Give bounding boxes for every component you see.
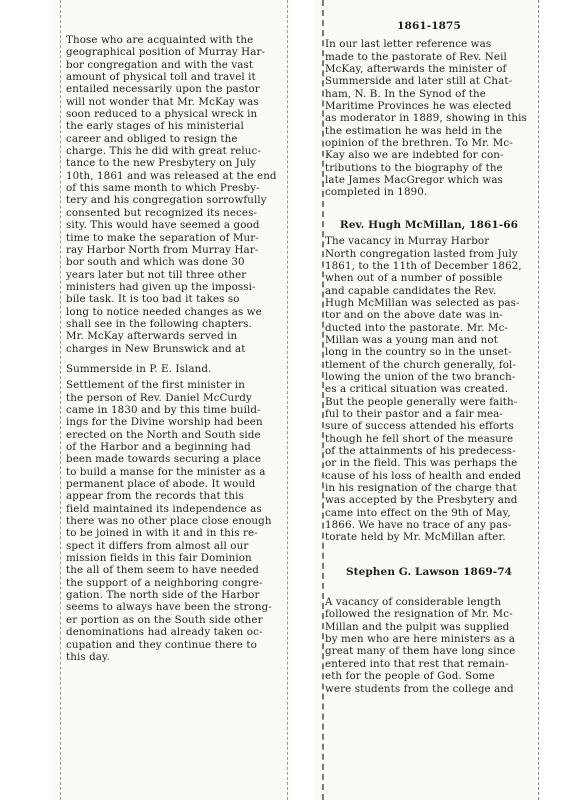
text-line: career and obliged to resign the (66, 132, 238, 145)
right-cut-edge (538, 0, 539, 800)
left-cut-edge (60, 0, 61, 800)
text-line: cupation and they continue there to (66, 638, 257, 651)
text-line: sity. This would have seemed a good (66, 219, 260, 232)
middle-cut-edge (287, 0, 288, 800)
section-heading-stephen-lawson: Stephen G. Lawson 1869-74 (345, 565, 513, 578)
text-line: will not wonder that Mr. McKay was (66, 95, 259, 108)
text-line: McKay, afterwards the minister of (325, 63, 507, 76)
text-line: Millan and the pulpit was supplied (325, 620, 510, 633)
text-line: North congregation lasted from July (325, 247, 518, 260)
text-line: opinion of the brethren. To Mr. Mc- (325, 137, 513, 150)
text-line: there was no other place close enough (66, 515, 272, 528)
text-line: sure of success attended his efforts (325, 420, 514, 433)
text-line: by men who are here ministers as a (325, 633, 516, 646)
text-line: ray Harbor North from Murray Har- (66, 243, 259, 256)
text-line: consented but recognized its neces- (66, 206, 258, 219)
text-line: followed the resignation of Mr. Mc- (325, 608, 513, 621)
text-line: ings for the Divine worship had been (66, 416, 263, 429)
text-line: erected on the North and South side (66, 428, 261, 441)
text-line: long to notice needed changes as we (66, 305, 262, 318)
text-line: mission fields in this fair Dominion (66, 552, 252, 565)
text-line: es a critical situation was created. (325, 383, 509, 396)
text-line: ham, N. B. In the Synod of the (325, 87, 486, 100)
text-line: years later but not till three other (66, 268, 247, 281)
text-line: though he fell short of the measure (325, 432, 514, 445)
text-line: seems to always have been the strong- (66, 601, 272, 614)
text-line: geographical position of Murray Har- (66, 46, 266, 59)
text-line: great many of them have long since (325, 645, 516, 658)
paragraph-hugh-mcmillan (325, 235, 533, 544)
text-line: field maintained its independence as (66, 502, 262, 515)
text-line: the estimation he was held in the (325, 124, 503, 137)
paragraph-stephen-lawson (325, 596, 533, 695)
text-line: made to the pastorate of Rev. Neil (325, 50, 507, 63)
date-range-header: 1861-1875 (397, 20, 461, 32)
text-line: lowing the union of the two branch- (325, 370, 516, 383)
text-line: 1866. We have no trace of any pas- (325, 519, 512, 532)
text-line: of the attainments of his predecess- (325, 445, 516, 457)
paragraph-mckay-resignation (66, 34, 282, 355)
section-heading-hugh-mcmillan: Rev. Hugh McMillan, 1861-66 (339, 218, 519, 231)
text-line: entered into that rest that remain- (325, 657, 509, 670)
paragraph-summerside (66, 363, 282, 375)
text-line: been made towards securing a place (66, 453, 262, 466)
text-line: in his resignation of the charge that (325, 482, 517, 495)
text-line: permanent place of abode. It would (66, 478, 256, 491)
text-line: Summerside in P. E. Island. (66, 362, 212, 375)
text-line: gation. The north side of the Harbor (66, 589, 260, 602)
text-line: or in the field. This was perhaps the (325, 457, 518, 470)
text-line: were students from the college and (325, 682, 514, 695)
text-line: the early stages of his ministerial (66, 120, 244, 133)
text-line: late James MacGregor which was (325, 174, 503, 187)
text-line: appear from the records that this (66, 490, 244, 503)
text-line: charges in New Brunswick and at (66, 342, 246, 355)
text-line: to build a manse for the minister as a (66, 465, 266, 478)
text-line: long in the country so in the unset- (325, 346, 512, 359)
text-line: tor and on the above date was in- (325, 309, 503, 322)
paragraph-neil-mckay (325, 38, 533, 198)
text-line: 1861, to the 11th of December 1862, (325, 259, 522, 272)
text-line: when out of a number of possible (325, 272, 503, 285)
text-line: tributions to the biography of the (325, 161, 503, 174)
text-line: tance to the new Presbytery on July (66, 157, 256, 170)
text-line: amount of physical toll and travel it (66, 71, 256, 84)
text-line: to be joined in with it and in this re- (66, 527, 258, 540)
text-line: entailed necessarily upon the pastor (66, 83, 260, 96)
text-line: Kay also we are indebted for con- (325, 149, 504, 162)
text-line: 10th, 1861 and was released at the end (66, 169, 277, 182)
text-line: tlement of the church generally, fol- (325, 358, 517, 371)
text-line: er portion as on the South side other (66, 613, 263, 626)
text-line: Mr. McKay afterwards served in (66, 330, 238, 343)
text-line: the all of them seem to have needed (66, 564, 259, 577)
text-line: ducted into the pastorate. Mr. Mc- (325, 321, 509, 334)
text-line: of the Harbor and a beginning had (66, 441, 251, 453)
paragraph-first-minister (66, 379, 282, 663)
text-line: bor south and which was done 30 (66, 256, 245, 269)
text-line: soon reduced to a physical wreck in (66, 108, 258, 121)
text-line: this day. (66, 650, 110, 663)
text-line: bile task. It is too bad it takes so (66, 293, 240, 306)
text-line: cause of his loss of health and ended (325, 469, 522, 482)
text-line: shall see in the following chapters. (66, 317, 252, 330)
text-line: The vacancy in Murray Harbor (325, 235, 490, 248)
text-line: A vacancy of considerable length (325, 596, 502, 609)
text-line: of this same month to which Presby- (66, 182, 260, 195)
text-line: and capable candidates the Rev. (325, 284, 497, 297)
text-line: came in 1830 and by this time build- (66, 403, 261, 416)
text-line: was accepted by the Presbytery and (325, 494, 518, 507)
text-line: bor congregation and with the vast (66, 58, 254, 71)
text-line: Settlement of the first minister in (66, 379, 245, 392)
right-clipping-cut-edge (322, 0, 324, 800)
text-line: ministers had given up the impossi- (66, 280, 256, 293)
text-line: the person of Rev. Daniel McCurdy (66, 391, 252, 404)
text-line: Hugh McMillan was selected as pas- (325, 296, 520, 309)
text-line: Those who are acquainted with the (66, 34, 254, 46)
text-line: the support of a neighboring congre- (66, 576, 263, 589)
text-line: In our last letter reference was (325, 38, 492, 51)
text-line: Millan was a young man and not (325, 333, 498, 346)
text-line: charge. This he did with great reluc- (66, 145, 261, 158)
text-line: eth for the people of God. Some (325, 670, 495, 683)
text-line: completed in 1890. (325, 186, 428, 199)
text-line: But the people generally were faith- (325, 395, 518, 408)
right-column (325, 0, 533, 800)
text-line: as moderator in 1889, showing in this (325, 112, 527, 125)
text-line: tery and his congregation sorrowfully (66, 194, 267, 207)
text-line: denominations had already taken oc- (66, 626, 263, 639)
text-line: time to make the separation of Mur- (66, 231, 259, 244)
text-line: ful to their pastor and a fair mea- (325, 407, 503, 420)
left-column (66, 0, 282, 800)
text-line: spect it differs from almost all our (66, 539, 249, 552)
text-line: torate held by Mr. McMillan after. (325, 531, 506, 544)
text-line: Summerside and later still at Chat- (325, 75, 513, 88)
text-line: came into effect on the 9th of May, (325, 506, 511, 519)
text-line: Maritime Provinces he was elected (325, 100, 512, 113)
